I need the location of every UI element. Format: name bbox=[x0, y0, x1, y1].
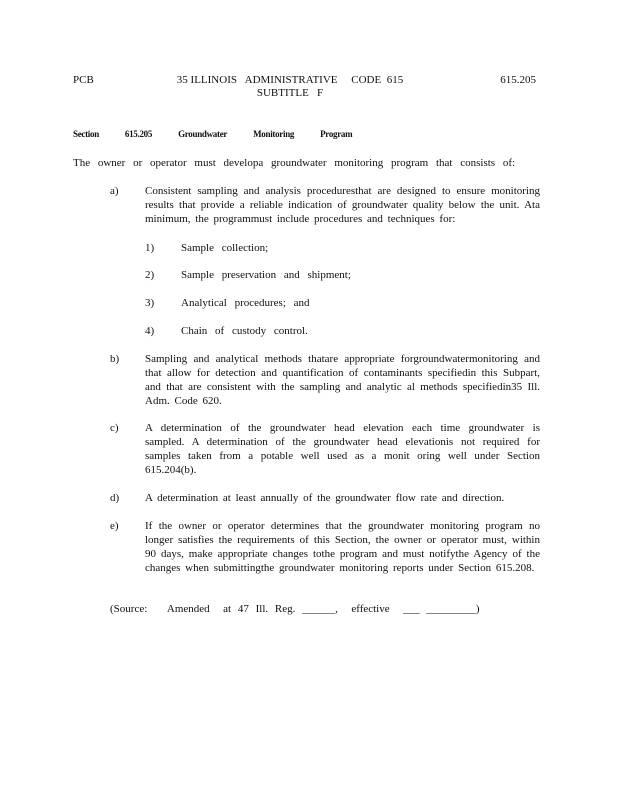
item-text: A determination at least annually of the groundwater flow rate and direction. bbox=[145, 492, 505, 504]
item-label: b) bbox=[110, 353, 120, 365]
section-label: Section bbox=[73, 129, 99, 139]
section-title bbox=[73, 129, 378, 139]
sub-item-text: Chain of custody control. bbox=[181, 325, 308, 337]
sub-item-label: 4) bbox=[145, 325, 155, 337]
sub-item-text: Sample preservation and shipment; bbox=[181, 269, 351, 281]
item-label: e) bbox=[110, 520, 119, 532]
intro-paragraph: The owner or operator must developa groundwater monitoring program that consists of: bbox=[73, 157, 516, 169]
item-text: If the owner or operator determines that the groundwater monitoring program no longer satisfies the requirements of this Section, the owner or operator must, within 90 days, make appropriate changes tothe program and must notifythe Agency of the changes when submittingthe groundwater monitoring reports under Section 615.208. bbox=[145, 520, 540, 574]
section-number: 615.205 bbox=[124, 129, 153, 139]
sub-item-text: Sample collection; bbox=[181, 242, 269, 254]
item-text: Sampling and analytical methods thatare appropriate forgroundwatermonitoring and that allow for detection and quantification of contaminants specifiedin this Subpart, and that are consistent with the sampling and analytic al methods specifiedin35 Ill. Adm. Code 620. bbox=[145, 353, 540, 407]
header-center bbox=[160, 74, 420, 100]
header-left: PCB bbox=[73, 74, 94, 86]
header-right: 615.205 bbox=[500, 74, 536, 86]
header-center-line1: 35 ILLINOIS ADMINISTRATIVE CODE 615 bbox=[176, 74, 404, 86]
item-label: d) bbox=[110, 492, 120, 504]
section-word-monitoring: Monitoring bbox=[253, 129, 295, 139]
sub-item-label: 2) bbox=[145, 269, 155, 281]
section-word-groundwater: Groundwater bbox=[178, 129, 228, 139]
sub-item-label: 1) bbox=[145, 242, 155, 254]
source-note: (Source: Amended at 47 Ill. Reg. ______, effective ___ _________) bbox=[110, 603, 480, 615]
header-center-line2: SUBTITLE F bbox=[256, 87, 324, 99]
item-text: A determination of the groundwater head elevation each time groundwater is sampled. A determination of the groundwater head elevationis not required for samples taken from a potable well used as a monit oring well under Section 615.204(b). bbox=[145, 422, 540, 476]
item-label: a) bbox=[110, 185, 119, 197]
section-word-program: Program bbox=[320, 129, 353, 139]
item-text: Consistent sampling and analysis proceduresthat are designed to ensure monitoring results that provide a reliable indication of groundwater quality below the unit. Ata minimum, the programmust include procedures and techniques for: bbox=[145, 185, 540, 225]
item-label: c) bbox=[110, 422, 119, 434]
sub-item-label: 3) bbox=[145, 297, 155, 309]
sub-item-text: Analytical procedures; and bbox=[181, 297, 310, 309]
